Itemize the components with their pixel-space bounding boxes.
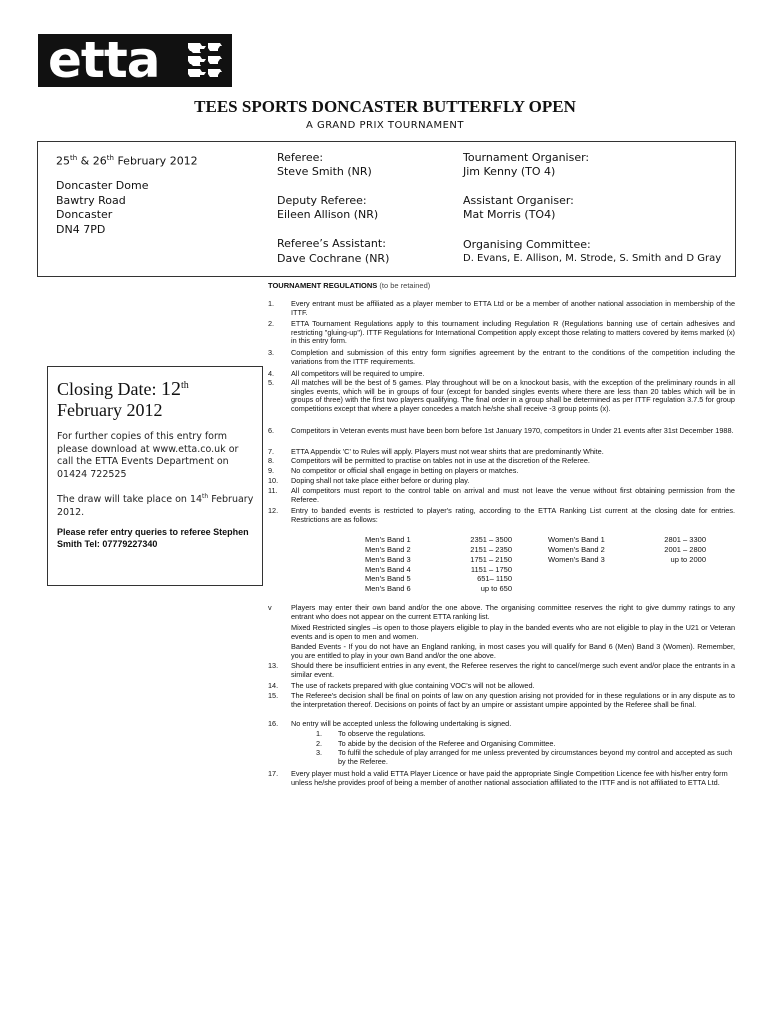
regulation-item: 8. Competitors will be permitted to practise on tables not in use at the discretion of the Referee. <box>268 456 590 465</box>
page-title: TEES SPORTS DONCASTER BUTTERFLY OPEN <box>194 97 576 116</box>
venue-address <box>56 179 148 237</box>
mens-band-range: 2151 – 2350 <box>470 545 512 554</box>
referee-label: Referee: <box>277 151 324 164</box>
mens-band-name: Men’s Band 3 <box>365 555 411 564</box>
organising-committee-label: Organising Committee: <box>463 238 591 251</box>
mens-band-name: Men’s Band 2 <box>365 545 411 554</box>
undertaking-item: 3. To fulfil the schedule of play arranged for me unless prevented by circumstances beyond my control and accepted as such by the Referee. <box>316 748 733 766</box>
regulation-item: 11. All competitors must report to the control table on arrival and must not leave the venue without first obtaining permission from the Referee. <box>268 486 735 504</box>
womens-band-range: up to 2000 <box>670 555 706 564</box>
regulation-item: 9. No competitor or official shall engage in betting on players or matches. <box>268 466 519 475</box>
deputy-referee-name: Eileen Allison (NR) <box>277 208 379 221</box>
form-download-info: For further copies of this entry form please download at www.etta.co.uk or call the ETTA Events Department on 01424 722525 <box>57 431 239 480</box>
referee-assistant-name: Dave Cochrane (NR) <box>277 252 390 265</box>
regulation-item: 12. Entry to banded events is restricted to player's rating, according to the ETTA Ranking List current at the closing date for entries. Restrictions are as follows: <box>268 506 735 524</box>
deputy-referee-label: Deputy Referee: <box>277 194 367 207</box>
undertaking-item: 2. To abide by the decision of the Referee and Organising Committee. <box>316 739 556 748</box>
page-subtitle: A GRAND PRIX TOURNAMENT <box>305 120 465 131</box>
regulation-item: 4. All competitors will be required to umpire. <box>268 369 425 378</box>
womens-band-name: Women’s Band 2 <box>548 545 605 554</box>
regulation-item: Banded Events - If you do not have an England ranking, in most cases you will qualify for Band 6 (Men) Band 3 (Women). Remember, you are entitled to play in your own Band and/or the one above. <box>291 642 735 660</box>
regulation-item: 6. Competitors in Veteran events must have been born before 1st January 1970, competitors in Under 21 events after 31st December 1988. <box>268 426 734 435</box>
regulation-item: 10. Doping shall not take place either before or during play. <box>268 476 470 485</box>
regulation-item: 7. ETTA Appendix 'C' to Rules will apply. Players must not wear shirts that are predominantly White. <box>268 447 604 456</box>
regulation-item: 17. Every player must hold a valid ETTA Player Licence or have paid the appropriate Single Competition Licence fee with his/her entry form unless he/she provides proof of being a member of another national association affiliated to the ITTF and is not affiliated to ETTA Ltd. <box>268 769 728 787</box>
tournament-organiser-name: Jim Kenny (TO 4) <box>463 165 556 178</box>
mens-band-name: Men’s Band 5 <box>365 574 411 583</box>
mens-band-range: 1751 – 2150 <box>470 555 512 564</box>
mens-band-range: 651– 1150 <box>477 574 512 583</box>
womens-band-range: 2801 – 3300 <box>664 535 706 544</box>
regulation-item: v Players may enter their own band and/or the one above. The organising committee reserves the right to give dummy ratings to any entrant who does not appear on the current ETTA ranking list. <box>268 603 735 621</box>
address-line: Bawtry Road <box>56 193 126 207</box>
regulation-item: 15. The Referee's decision shall be final on points of law on any question arising not provided for in these regulations or in any dispute as to the interpretation thereof. Decisions on points of fact by an umpire or assistant umpire appointed by the Referee shall be final. <box>268 691 735 709</box>
draw-date-note: The draw will take place on 14th February 2012. <box>57 493 254 518</box>
event-info-box <box>37 141 736 277</box>
regulation-item: 2. ETTA Tournament Regulations apply to this tournament including Regulation R (Regulations banning use of certain adhesives and restricting "gluing-up"). ITTF Regulations for International Competition apply except those relating to matters covered by items marked (x) in this entry form. <box>268 319 735 346</box>
organising-committee-names: D. Evans, E. Allison, M. Strode, S. Smith and D Gray <box>463 253 722 264</box>
mens-band-name: Men’s Band 6 <box>365 584 411 593</box>
regulation-item: 3. Completion and submission of this entry form signifies agreement by the entrant to the conditions of the competition including the variations from the ITTF requirements. <box>268 348 735 366</box>
assistant-organiser-name: Mat Morris (TO4) <box>463 208 556 221</box>
regulation-item: 5. All matches will be the best of 5 games. Play throughout will be on a knockout basis, with the exception of the preliminary rounds in all singles events, which will be in groups of four (except for banded singles events where there are less than 20 tables which will be in groups of three) with the first two players qualifying. The final order in a group shall be determined as per ITTF regulation 3.7.5 for group competitions except that where a player concedes a match he/she shall receive -3 group points (x). <box>268 378 735 413</box>
undertaking-item: 1. To observe the regulations. <box>316 729 426 738</box>
regulation-item: 14. The use of rackets prepared with glue containing VOC's will not be allowed. <box>268 681 535 690</box>
womens-band-range: 2001 – 2800 <box>664 545 706 554</box>
logo-text: etta <box>48 31 160 89</box>
mens-band-range: 2351 – 3500 <box>470 535 512 544</box>
closing-date: Closing Date: 12th February 2012 <box>57 378 189 420</box>
mens-band-range: 1151 – 1750 <box>470 565 512 574</box>
regulation-item: 1. Every entrant must be affiliated as a player member to ETTA Ltd or be a member of another national association in membership of the ITTF. <box>268 299 735 317</box>
entry-queries-contact: Please refer entry queries to referee Stephen Smith Tel: 07779227340 <box>57 527 249 549</box>
womens-band-name: Women’s Band 3 <box>548 555 605 564</box>
regulation-item: Mixed Restricted singles –is open to those players eligible to play in the banded events who are not eligible to play in the U21 or Veteran events and is open to men and women. <box>291 623 735 641</box>
tournament-organiser-label: Tournament Organiser: <box>463 151 590 164</box>
etta-logo <box>38 31 232 89</box>
address-line: DN4 7PD <box>56 222 106 236</box>
assistant-organiser-label: Assistant Organiser: <box>463 194 574 207</box>
mens-band-name: Men’s Band 4 <box>365 565 411 574</box>
referee-name: Steve Smith (NR) <box>277 165 372 178</box>
womens-band-name: Women’s Band 1 <box>548 535 605 544</box>
regulations-heading: TOURNAMENT REGULATIONS (to be retained) <box>268 281 431 290</box>
address-line: Doncaster <box>56 208 113 221</box>
referee-assistant-label: Referee’s Assistant: <box>277 237 386 250</box>
event-date: 25th & 26th February 2012 <box>56 154 198 168</box>
lions-crest-icon <box>184 39 226 82</box>
regulation-item: 16. No entry will be accepted unless the following undertaking is signed. <box>268 719 512 728</box>
mens-band-name: Men’s Band 1 <box>365 535 411 544</box>
address-line: Doncaster Dome <box>56 179 149 192</box>
closing-date-box <box>47 366 263 586</box>
regulation-item: 13. Should there be insufficient entries in any event, the Referee reserves the right to cancel/merge such event and/or place the entrants in a similar event. <box>268 661 735 679</box>
mens-band-range: up to 650 <box>480 584 512 593</box>
